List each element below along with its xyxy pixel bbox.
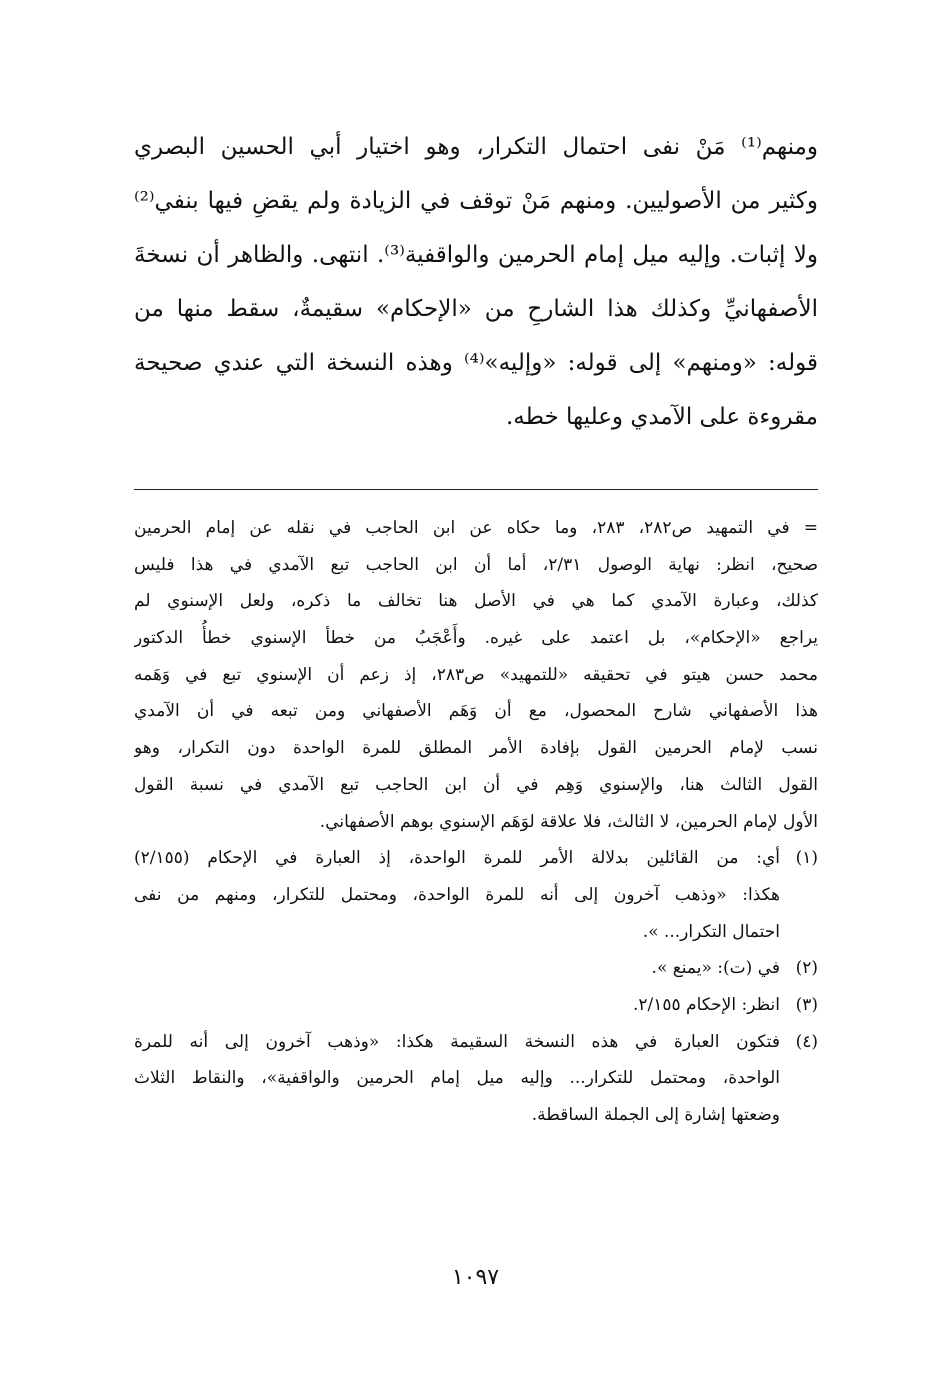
footnote-line: الواحدة، ومحتمل للتكرار... وإليه ميل إمام الحرمين والواقفية»، والنقاط الثلاث	[134, 1068, 780, 1089]
footnote-line: الأول لإمام الحرمين، لا الثالث، فلا علاقة لوَهَم الإسنوي بوهم الأصفهاني.	[319, 811, 818, 832]
footnote-divider	[134, 489, 818, 490]
footnote-body	[134, 840, 780, 950]
footnote-body	[134, 1024, 780, 1134]
footnote-line: انظر: الإحكام ٢/١٥٥.	[632, 994, 780, 1015]
footnote-line: كذلك، وعبارة الآمدي كما هي في الأصل هنا تخالف ما ذكره، ولعل الإسنوي لم	[134, 591, 818, 612]
footnote-line: يراجع «الإحكام»، بل اعتمد على غيره. وأَعْجَبُ من خطأ الإسنوي خطأُ الدكتور	[134, 628, 818, 649]
footnote-line: فتكون العبارة في هذه النسخة السقيمة هكذا: «وذهب آخرون إلى أنه للمرة	[134, 1031, 780, 1052]
footnote-3	[134, 987, 818, 1024]
main-text-line: ومنهم⁽¹⁾ مَنْ نفى احتمال التكرار، وهو اختيار أبي الحسين البصري	[134, 134, 818, 160]
footnote-4	[134, 1024, 818, 1134]
footnote-body	[134, 987, 780, 1024]
footnote-1	[134, 840, 818, 950]
footnote-line: صحيح، انظر: نهاية الوصول ٢/٣١، أما أن ابن الحاجب تبع الآمدي في هذا فليس	[134, 554, 818, 575]
footnote-number: (٣)	[795, 994, 818, 1015]
footnote-line: هكذا: «وذهب آخرون إلى أنه للمرة الواحدة، ومحتمل للتكرار، ومنهم من نفى	[134, 884, 780, 905]
main-text-line: وكثير من الأصوليين. ومنهم مَنْ توقف في الزيادة ولم يقضِ فيها بنفي⁽²⁾	[134, 188, 818, 214]
footnote-number: (٢)	[795, 958, 818, 979]
footnote-line: = في التمهيد ص٢٨٢، ٢٨٣، وما حكاه عن ابن الحاجب في نقله عن إمام الحرمين	[134, 518, 818, 538]
footnote-continuation	[134, 510, 818, 840]
main-body-text	[134, 120, 818, 444]
footnote-line: هذا الأصفهاني شارح المحصول، مع أن وَهَم الأصفهاني ومن تبعه في أن الآمدي	[134, 701, 818, 722]
footnote-line: محمد حسن هيتو في تحقيقه «للتمهيد» ص٢٨٣، إذ زعم أن الإسنوي تبع في وَهَمه	[134, 664, 818, 685]
main-text-line: مقروءة على الآمدي وعليها خطه.	[506, 404, 818, 430]
footnote-line: احتمال التكرار... ».	[642, 921, 780, 942]
footnote-number: (١)	[795, 848, 818, 869]
footnotes-section	[134, 510, 818, 1134]
footnote-line: أي: من القائلين بدلالة الأمر للمرة الواحدة، إذ العبارة في الإحكام (٢/١٥٥)	[134, 848, 780, 869]
main-text-line: الأصفهانيِّ وكذلك هذا الشارحِ من «الإحكام» سقيمةٌ، سقط منها من	[134, 296, 818, 322]
page-number: ١٠٩٧	[451, 1265, 500, 1290]
main-text-line: ولا إثبات. وإليه ميل إمام الحرمين والواقفية⁽³⁾. انتهى. والظاهر أن نسخةَ	[134, 242, 818, 268]
footnote-number: (٤)	[795, 1031, 818, 1052]
main-text-line: قوله: «ومنهم» إلى قوله: «وإليه»⁽⁴⁾ وهذه النسخة التي عندي صحيحة	[134, 350, 818, 376]
footnote-2	[134, 950, 818, 987]
footnote-line: وضعتها إشارة إلى الجملة الساقطة.	[531, 1105, 780, 1125]
footnote-line: في (ت): «يمنع ».	[651, 958, 780, 979]
footnote-body	[134, 950, 780, 987]
footnote-line: نسب لإمام الحرمين القول بإفادة الأمر المطلق للمرة الواحدة دون التكرار، وهو	[134, 738, 818, 759]
footnote-line: القول الثالث هنا، والإسنوي وَهِم في أن ابن الحاجب تبع الآمدي في نسبة القول	[134, 774, 818, 795]
